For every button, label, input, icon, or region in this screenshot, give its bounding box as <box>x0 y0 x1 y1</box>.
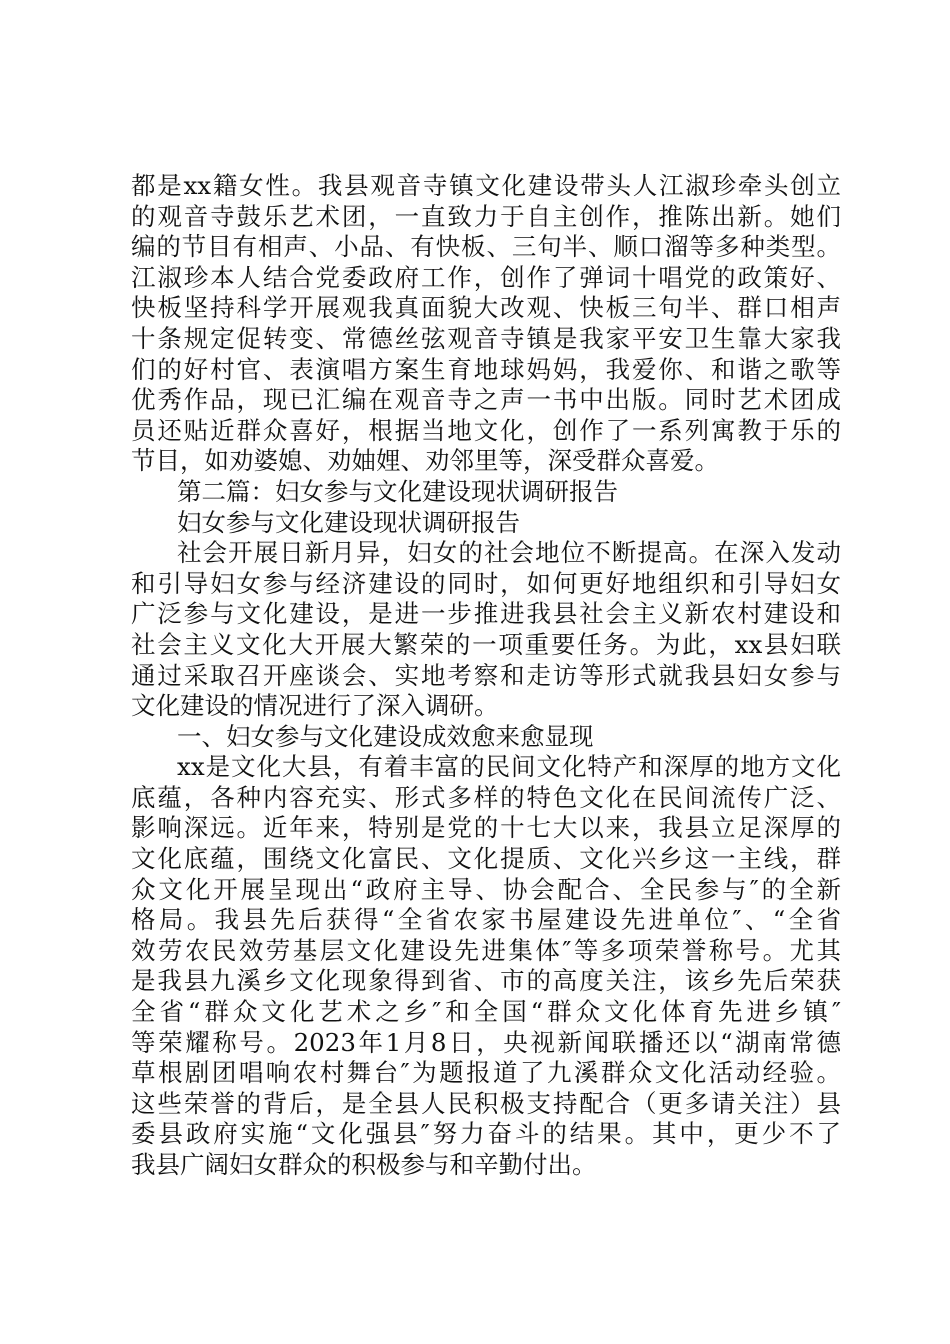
text-line: 广泛参与文化建设，是进一步推进我县社会主义新农村建设和 <box>131 599 841 629</box>
paragraph <box>131 477 841 508</box>
text-line: 文化底蕴，围绕文化富民、文化提质、文化兴乡这一主线，群 <box>131 844 841 874</box>
text-line: 影响深远。近年来，特别是党的十七大以来，我县立足深厚的 <box>131 813 841 843</box>
text-line: 快板坚持科学开展观我真面貌大改观、快板三句半、群口相声 <box>131 293 841 323</box>
paragraph <box>131 538 841 722</box>
text-line: 和引导妇女参与经济建设的同时，如何更好地组织和引导妇女 <box>131 568 841 598</box>
text-line: 优秀作品，现已汇编在观音寺之声一书中出版。同时艺术团成 <box>131 385 841 415</box>
text-line: 文化建设的情况进行了深入调研。 <box>131 691 499 721</box>
text-line: 是我县九溪乡文化现象得到省、市的高度关注，该乡先后荣获 <box>131 966 841 996</box>
text-line: 们的好村官、表演唱方案生育地球妈妈，我爱你、和谐之歌等 <box>131 354 841 384</box>
text-line: 草根剧团唱响农村舞台″为题报道了九溪群众文化活动经验。 <box>131 1058 841 1088</box>
text-line: 等荣耀称号。2023年1月8日，央视新闻联播还以“湖南常德 <box>131 1027 841 1057</box>
text-line: 的观音寺鼓乐艺术团，一直致力于自主创作，推陈出新。她们 <box>131 201 841 231</box>
paragraph <box>131 752 841 1180</box>
text-line: 江淑珍本人结合党委政府工作，创作了弹词十唱党的政策好、 <box>131 262 841 292</box>
text-line: 妇女参与文化建设现状调研报告 <box>177 507 520 537</box>
text-line: 委县政府实施“文化强县″努力奋斗的结果。其中，更少不了 <box>131 1119 841 1149</box>
paragraph <box>131 722 841 753</box>
paragraph <box>131 508 841 539</box>
text-line: 格局。我县先后获得“全省农家书屋建设先进单位″、“全省 <box>131 905 841 935</box>
text-line: 节目，如劝婆媳、劝妯娌、劝邻里等，深受群众喜爱。 <box>131 446 719 476</box>
text-line: 都是xx籍女性。我县观音寺镇文化建设带头人江淑珍牵头创立 <box>131 171 841 200</box>
text-line: 社会主义文化大开展大繁荣的一项重要任务。为此，xx县妇联 <box>131 629 841 659</box>
text-line: 底蕴，各种内容充实、形式多样的特色文化在民间流传广泛、 <box>131 782 841 812</box>
text-line: 这些荣誉的背后，是全县人民积极支持配合（更多请关注）县 <box>131 1088 841 1118</box>
text-line: 一、妇女参与文化建设成效愈来愈显现 <box>177 721 594 751</box>
text-line: 社会开展日新月异，妇女的社会地位不断提高。在深入发动 <box>177 538 841 568</box>
text-line: 全省“群众文化艺术之乡″和全国“群众文化体育先进乡镇″ <box>131 997 841 1027</box>
text-line: 效劳农民效劳基层文化建设先进集体″等多项荣誉称号。尤其 <box>131 935 841 965</box>
text-line: 我县广阔妇女群众的积极参与和辛勤付出。 <box>131 1150 597 1179</box>
text-line: xx是文化大县，有着丰富的民间文化特产和深厚的地方文化 <box>177 752 841 782</box>
text-line: 第二篇：妇女参与文化建设现状调研报告 <box>177 476 618 506</box>
text-line: 十条规定促转变、常德丝弦观音寺镇是我家平安卫生靠大家我 <box>131 323 841 353</box>
text-line: 员还贴近群众喜好，根据当地文化，创作了一系列寓教于乐的 <box>131 415 841 445</box>
paragraph <box>131 171 841 477</box>
text-line: 编的节目有相声、小品、有快板、三句半、顺口溜等多种类型。 <box>131 232 841 262</box>
document-body <box>131 171 841 1181</box>
text-line: 众文化开展呈现出“政府主导、协会配合、全民参与″的全新 <box>131 874 841 904</box>
text-line: 通过采取召开座谈会、实地考察和走访等形式就我县妇女参与 <box>131 660 841 690</box>
